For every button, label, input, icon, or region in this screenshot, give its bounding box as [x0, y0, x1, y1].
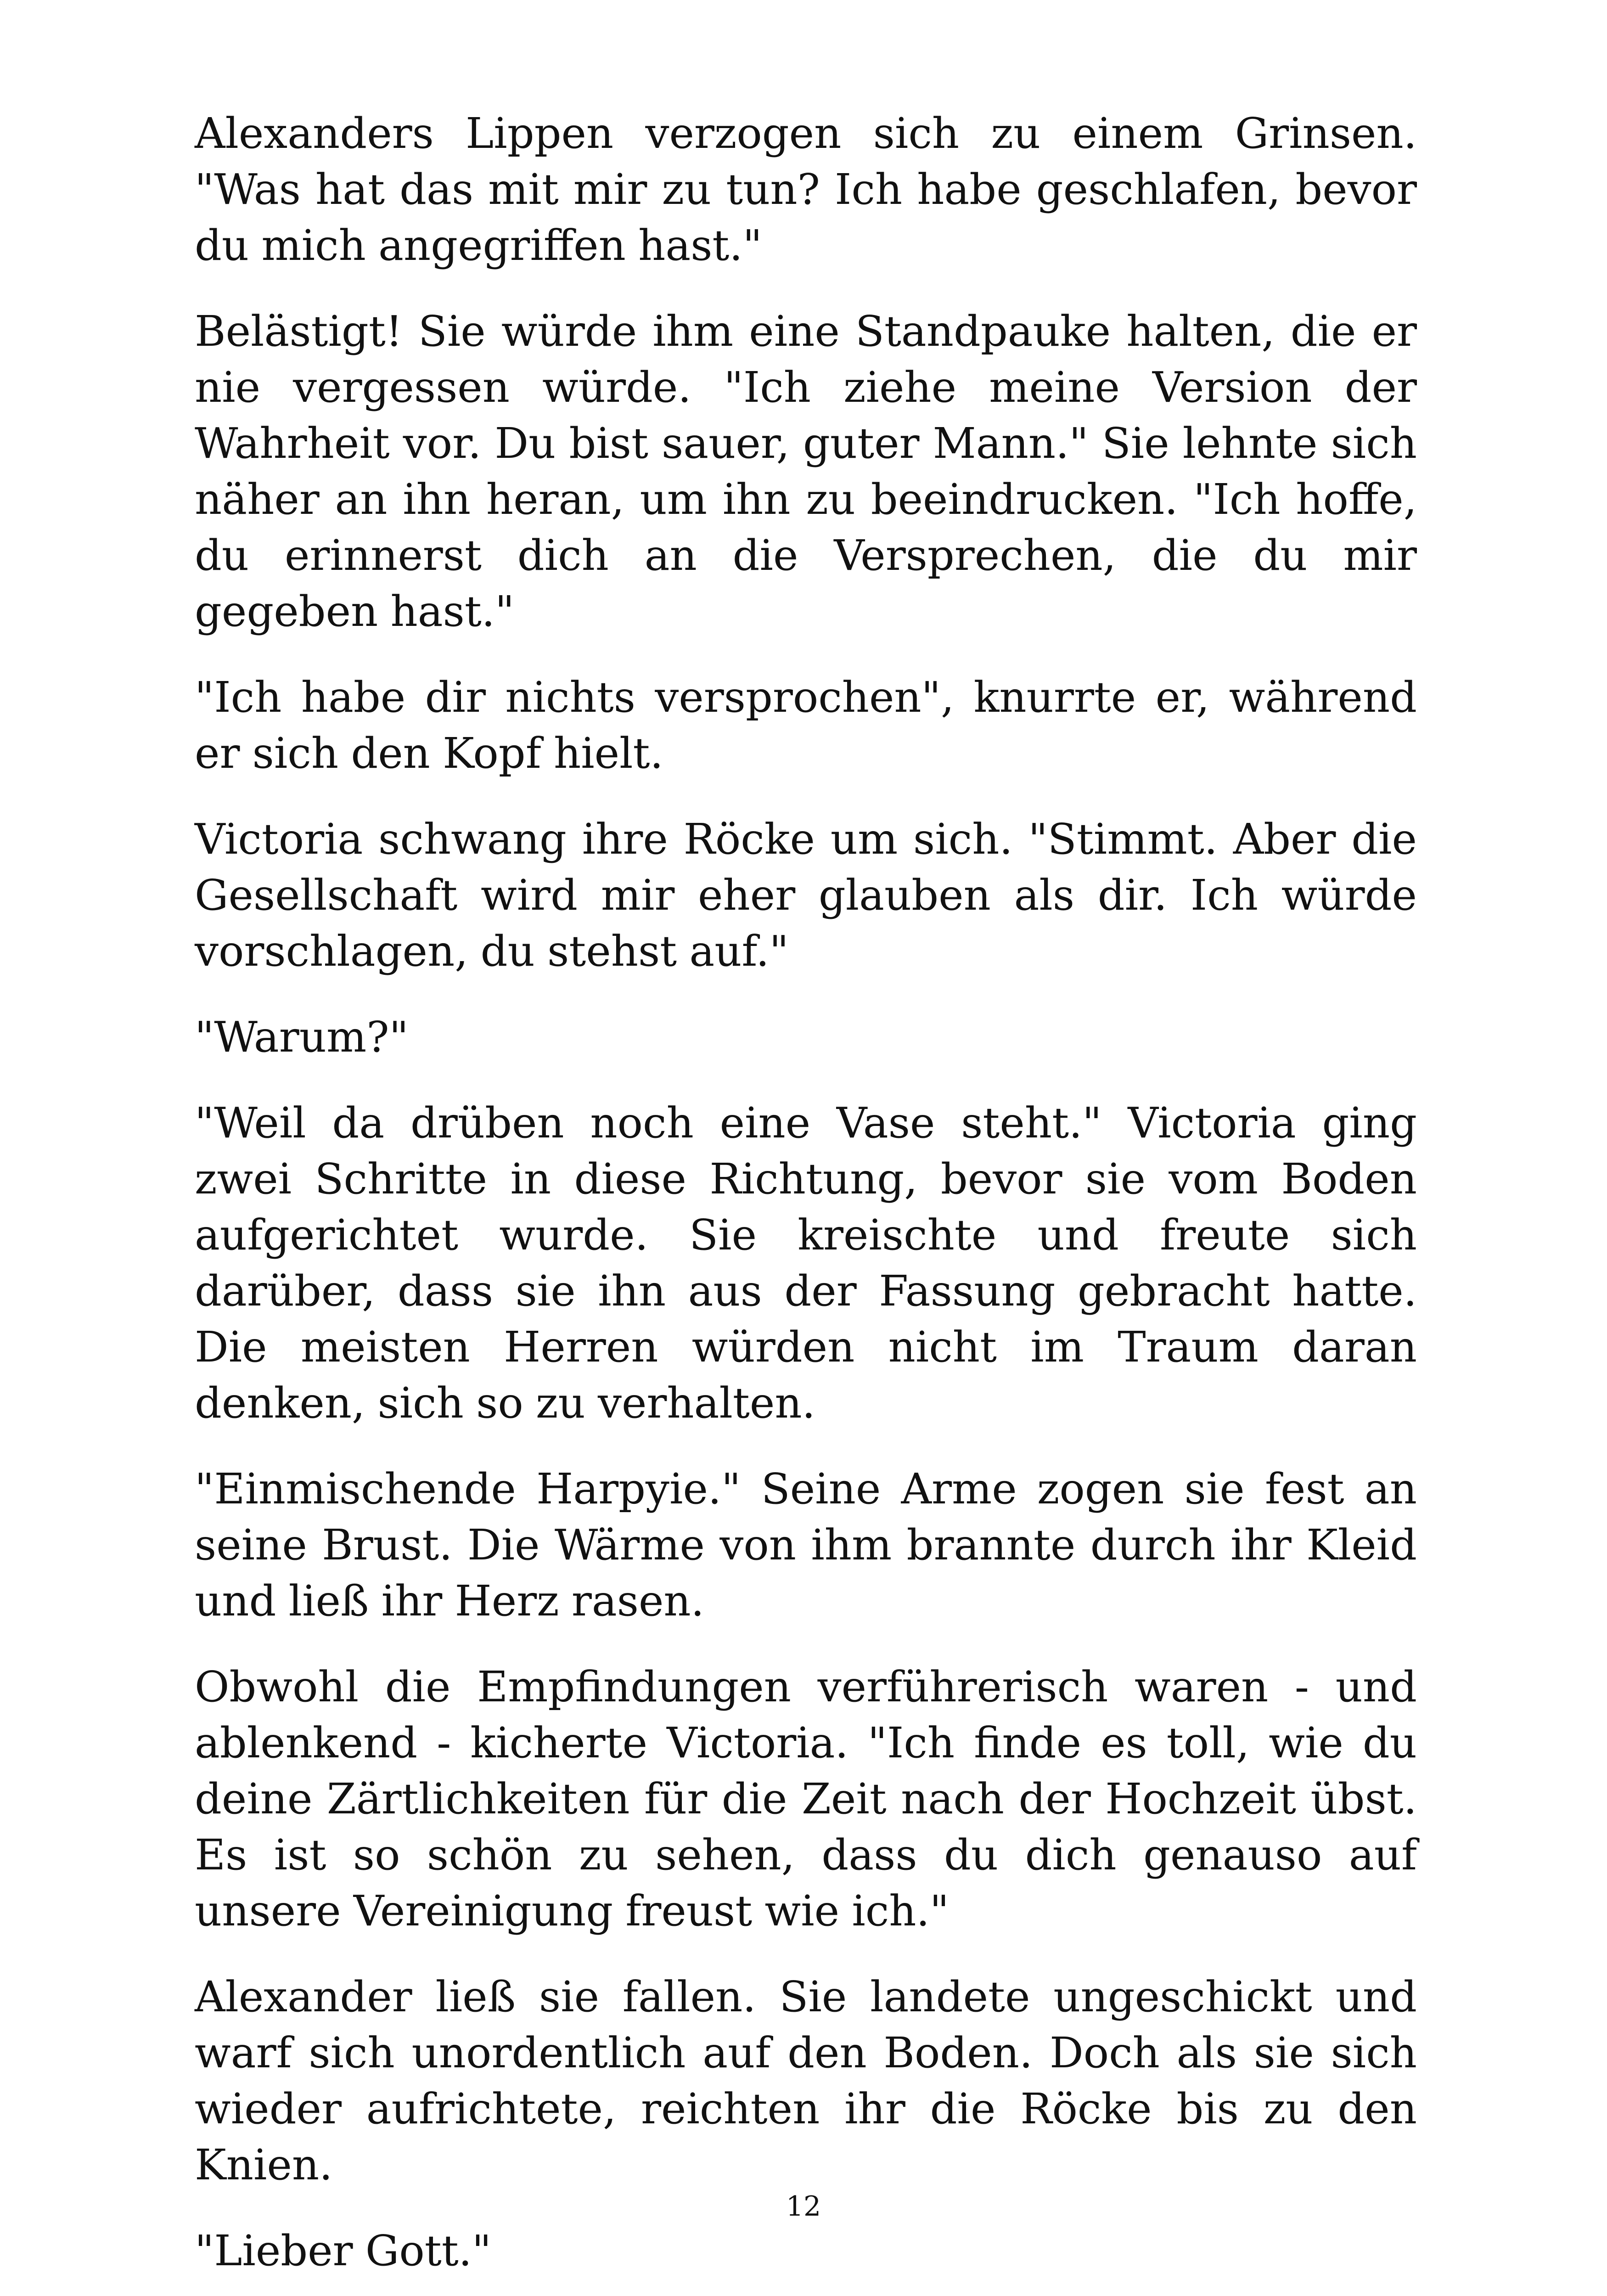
page-number: 12	[786, 2190, 821, 2223]
paragraph: "Ich habe dir nichts versprochen", knurrte er, während er sich den Kopf hielt.	[195, 673, 1417, 778]
paragraph: Victoria schwang ihre Röcke um sich. "Stimmt. Aber die Gesellschaft wird mir eher glauben als dir. Ich würde vorschlagen, du stehst auf."	[195, 815, 1417, 976]
paragraph: Obwohl die Empfindungen verführerisch waren - und ablenkend - kicherte Victoria. "Ich finde es toll, wie du deine Zärtlichkeiten für die Zeit nach der Hochzeit übst. Es ist so schön zu sehen, dass du dich genauso auf unsere Vereinigung freust wie ich."	[195, 1662, 1417, 1936]
paragraph: "Einmischende Harpyie." Seine Arme zogen sie fest an seine Brust. Die Wärme von ihm brannte durch ihr Kleid und ließ ihr Herz rasen.	[195, 1464, 1417, 1626]
paragraph: "Warum?"	[195, 1013, 409, 1062]
paragraph: "Weil da drüben noch eine Vase steht." Victoria ging zwei Schritte in diese Richtung, bevor sie vom Boden aufgerichtet wurde. Sie kreischte und freute sich darüber, dass sie ihn aus der Fassung gebracht hatte. Die meisten Herren würden nicht im Traum daran denken, sich so zu verhalten.	[195, 1098, 1417, 1428]
paragraph: Alexanders Lippen verzogen sich zu einem Grinsen. "Was hat das mit mir zu tun? Ich habe geschlafen, bevor du mich angegriffen hast."	[195, 109, 1417, 270]
paragraph: Belästigt! Sie würde ihm eine Standpauke halten, die er nie vergessen würde. "Ich ziehe meine Version der Wahrheit vor. Du bist sauer, guter Mann." Sie lehnte sich näher an ihn heran, um ihn zu beeindrucken. "Ich hoffe, du erinnerst dich an die Versprechen, die du mir gegeben hast."	[195, 307, 1417, 636]
body-text	[195, 106, 1417, 2296]
paragraph: "Lieber Gott."	[195, 2226, 492, 2275]
paragraph: Alexander ließ sie fallen. Sie landete ungeschickt und warf sich unordentlich auf den Boden. Doch als sie sich wieder aufrichtete, reichten ihr die Röcke bis zu den Knien.	[195, 1972, 1417, 2189]
